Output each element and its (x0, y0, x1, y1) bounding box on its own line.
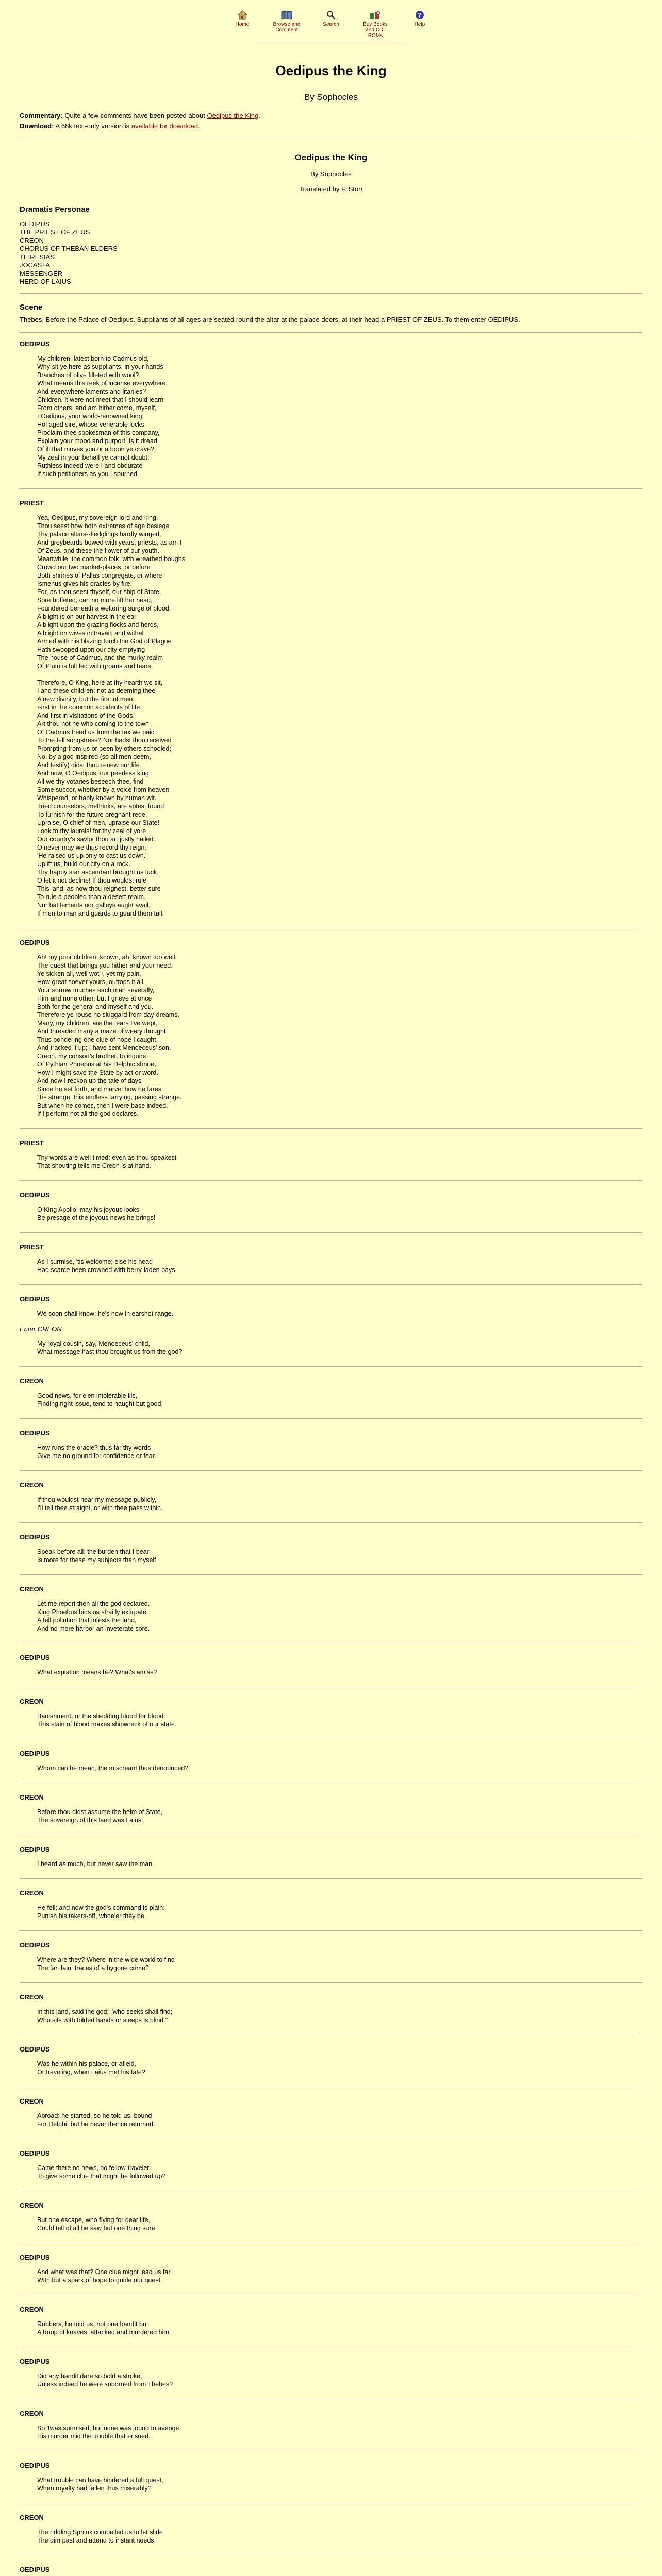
speech-lines (37, 2216, 662, 2232)
verse-line: What message hast thou brought us from the god? (37, 1348, 183, 1355)
speech-lines (37, 2112, 662, 2128)
verse-line: 'He raised us up only to cast us down.' (37, 852, 147, 859)
verse-line: Both for the general and myself and you. (37, 1003, 154, 1010)
verse-line: Of ill that moves you or a boon ye crave? (37, 446, 155, 453)
verse-line: The quest that brings you hither and your need. (37, 962, 173, 969)
speech-lines (37, 2528, 662, 2545)
verse-line: All we thy votaries beseech thee, find (37, 778, 144, 785)
verse-line: Of Cadmus freed us from the tax we paid (37, 728, 155, 736)
commentary-label: Commentary: (20, 112, 63, 120)
speech-lines (37, 2268, 662, 2284)
speaker-name: OEDIPUS (20, 2358, 50, 2365)
verse-line: My children, latest born to Cadmus old, (37, 355, 149, 362)
speech (0, 1889, 662, 1931)
speech (0, 939, 662, 1129)
speaker-name: OEDIPUS (20, 340, 50, 348)
verse-line: Creon, my consort's brother, to inquire (37, 1053, 146, 1060)
persona-item: CREON (20, 236, 44, 244)
speech (0, 2045, 662, 2087)
scene-description: Thebes. Before the Palace of Oedipus. Suppliants of all ages are seated round the altar at the palace doors, at their head a PRIEST OF ZEUS. To them enter OEDIPUS. (20, 316, 520, 324)
verse-line: Thus pondering one clue of hope I caught, (37, 1036, 158, 1043)
speech (0, 1654, 662, 1687)
divider (20, 1878, 642, 1879)
speech-lines (37, 2164, 662, 2180)
commentary-end: . (258, 112, 260, 120)
speaker-name: OEDIPUS (20, 2045, 50, 2053)
speech (0, 2410, 662, 2451)
verse-line: But when he comes, then I were base indeed, (37, 1102, 168, 1109)
verse-line: Yea, Oedipus, my sovereign lord and king, (37, 514, 158, 521)
speech (0, 2462, 662, 2503)
verse-line: When royalty had fallen thus miserably? (37, 2485, 152, 2492)
verse-line: The dim past and attend to instant needs. (37, 2537, 156, 2544)
divider (20, 1284, 642, 1285)
speech-lines (37, 1956, 662, 1972)
speech-lines (37, 1904, 662, 1920)
verse-line: What means this reek of incense everywhere, (37, 380, 168, 387)
verse-line: Sore buffeted, can no more lift her head, (37, 597, 153, 604)
nav-home[interactable] (226, 9, 259, 39)
help-icon (413, 9, 426, 21)
verse-line: King Phoebus bids us straitly extirpate (37, 1608, 146, 1616)
speech-lines (37, 1392, 662, 1408)
verse-line: Whom can he mean, the miscreant thus denounced? (37, 1765, 189, 1772)
verse-line: My royal cousin, say, Menoeceus' child, (37, 1340, 150, 1347)
divider (20, 1982, 642, 1983)
speech-lines (37, 1764, 662, 1772)
play-text (0, 340, 662, 2576)
verse-line: Foundered beneath a weltering surge of blood. (37, 605, 171, 612)
verse-line: Prompting from us or been by others schooled; (37, 745, 171, 752)
verse-line: Abroad; he started, so he told us, bound (37, 2112, 152, 2120)
speaker-name: OEDIPUS (20, 1429, 50, 1437)
speech-lines (37, 1712, 662, 1728)
speaker-name: CREON (20, 1993, 44, 2001)
persona-item: TEIRESIAS (20, 253, 55, 261)
divider (20, 1574, 642, 1575)
verse-line: Where are they? Where in the wide world to find (37, 1956, 175, 1963)
verse-line: Ye sicken all, well wot I, yet my pain, (37, 970, 141, 977)
persona-item: CHORUS OF THEBAN ELDERS (20, 245, 118, 252)
verse-line: Meanwhile, the common folk, with wreathed boughs (37, 555, 185, 563)
verse-line: Nor battlements nor galleys aught avail, (37, 902, 151, 909)
verse-line: Hath swooped upon our city emptying (37, 646, 145, 653)
book-icon (280, 9, 293, 21)
verse-line: Let me report then all the god declared. (37, 1600, 150, 1607)
speech (0, 2097, 662, 2139)
verse-line: I heard as much, but never saw the man. (37, 1860, 154, 1868)
speech (0, 1295, 662, 1333)
speaker-name: OEDIPUS (20, 2149, 50, 2157)
verse-line: Did any bandit dare so bold a stroke, (37, 2372, 142, 2380)
verse-line: Children, it were not meet that I should learn (37, 396, 164, 403)
speech (0, 1191, 662, 1233)
divider (20, 1180, 642, 1181)
verse-line: Banishment, or the shedding blood for blood. (37, 1713, 166, 1720)
nav-browse-label: Browse and Comment (273, 22, 301, 33)
verse-line: And what was that? One clue might lead us far, (37, 2268, 172, 2276)
nav-help-label: Help (414, 22, 425, 27)
speech (0, 2514, 662, 2555)
speech-lines (37, 514, 662, 918)
verse-line: To the fell songstress? Nor hadst thou received (37, 737, 172, 744)
verse-line: A fell pollution that infests the land, (37, 1617, 137, 1624)
speaker-name: CREON (20, 1481, 44, 1489)
download-text: A 68k text-only version is (55, 122, 130, 130)
speech (0, 1377, 662, 1419)
verse-line: Upraise, O chief of men, upraise our State! (37, 819, 159, 826)
speech-lines (37, 1258, 662, 1274)
divider (20, 1470, 642, 1471)
verse-line: Ruthless indeed were I and obdurate (37, 462, 143, 469)
verse-line: 'Tis strange, this endless tarrying, passing strange. (37, 1094, 182, 1101)
verse-line: To give some clue that might be followed up? (37, 2173, 166, 2180)
verse-line: Unless indeed he were suborned from Thebes? (37, 2381, 173, 2388)
verse-line: The sovereign of this land was Laius. (37, 1817, 143, 1824)
nav-buy-label: Buy Books and CD-ROMs (363, 22, 388, 39)
speech (0, 1243, 662, 1285)
verse-line: Before thou didst assume the helm of State, (37, 1808, 163, 1816)
speaker-name: OEDIPUS (20, 1295, 50, 1303)
divider (20, 1366, 642, 1367)
verse-line: And testify) didst thou renew our life. (37, 761, 142, 769)
verse-line: My zeal in your behalf ye cannot doubt; (37, 454, 150, 461)
verse-line: Good news, for e'en intolerable ills, (37, 1392, 138, 1399)
play-title: Oedipus the King (294, 152, 368, 162)
divider (20, 488, 642, 489)
speaker-name: CREON (20, 1793, 44, 1801)
verse-line: Art thou not he who coming to the town (37, 720, 149, 727)
speech-lines (37, 1206, 662, 1222)
verse-line: That shouting tells me Creon is at hand. (37, 1162, 151, 1170)
verse-line: Thy palace altars--fledglings hardly winged, (37, 531, 161, 538)
speech (0, 2253, 662, 2295)
verse-line: Is more for these my subjects than myself. (37, 1556, 158, 1564)
verse-line: Had scarce been crowned with berry-laden bays. (37, 1266, 177, 1274)
home-icon (236, 9, 249, 21)
verse-line: Tried counselors, methinks, are aptest found (37, 803, 164, 810)
speech (0, 1429, 662, 1471)
divider (20, 1232, 642, 1233)
nav-search-label: Search (323, 22, 339, 27)
verse-line: To rule a peopled than a desert realm. (37, 893, 146, 901)
nav-home-label: Home (235, 22, 250, 27)
verse-line: He fell; and now the god's command is plain: (37, 1904, 165, 1911)
speech (0, 1845, 662, 1879)
verse-line: We soon shall know; he's now in earshot range. (37, 1310, 174, 1317)
verse-line: O let it not decline! If thou wouldst rule (37, 877, 146, 884)
verse-line: His murder mid the trouble that ensued. (37, 2433, 151, 2440)
persona-item: THE PRIEST OF ZEUS (20, 228, 90, 236)
verse-line: But one escape, who flying for dear life, (37, 2216, 150, 2224)
download-end: . (198, 122, 200, 130)
speaker-name: OEDIPUS (20, 1845, 50, 1853)
verse-line: As I surmise, 'tis welcome; else his head (37, 1258, 153, 1265)
verse-line: Was he within his palace, or afield, (37, 2060, 136, 2067)
verse-line: Of Pythian Phoebus at his Delphic shrine, (37, 1061, 156, 1068)
verse-line: And now, O Oedipus, our peerless king, (37, 770, 151, 777)
verse-line: And greybeards bowed with years, priests, as am I (37, 539, 181, 546)
verse-line: In this land, said the god; "who seeks shall find; (37, 2008, 173, 2015)
verse-line: Some succor, whether by a voice from heaven (37, 786, 170, 793)
speaker-name: CREON (20, 2410, 44, 2417)
speaker-name: CREON (20, 2306, 44, 2313)
verse-line: And tracked it up; I have sent Menoeceus' son, (37, 1044, 171, 1052)
stage-direction: Enter CREON (20, 1325, 62, 1333)
verse-line: Our country's savior thou art justly hailed: (37, 836, 155, 843)
play-author: By Sophocles (310, 170, 352, 178)
commentary-link[interactable]: Oedipus the King (207, 112, 259, 120)
verse-line: To furnish for the future pregnant rede. (37, 811, 147, 818)
verse-line: Could tell of all he saw but one thing sure. (37, 2225, 157, 2232)
speech-lines (37, 1340, 662, 1356)
nav-search[interactable] (315, 9, 347, 39)
verse-line: Came there no news, no fellow-traveler (37, 2164, 150, 2172)
speech (0, 1698, 662, 1739)
verse-line: From others, and am hither come, myself, (37, 404, 157, 412)
verse-line: Ho! aged sire, whose venerable locks (37, 421, 144, 428)
verse-line: Many, my children, are the tears I've wept, (37, 1020, 158, 1027)
speaker-name: OEDIPUS (20, 1191, 50, 1199)
speaker-name: OEDIPUS (20, 1533, 50, 1541)
speech-lines (37, 2424, 662, 2441)
speech (0, 1533, 662, 1575)
page-author: By Sophocles (304, 92, 358, 102)
page-title: Oedipus the King (275, 63, 387, 78)
speaker-name: CREON (20, 1377, 44, 1385)
verse-line: Uplift us, build our city on a rock. (37, 860, 130, 868)
verse-line: Whispered, or haply known by human wit. (37, 794, 157, 802)
speech (0, 499, 662, 928)
verse-line: The far, faint traces of a bygone crime? (37, 1964, 149, 1972)
verse-line: Thou seest how both extremes of age besiege (37, 522, 170, 530)
nav-help[interactable] (403, 9, 436, 39)
speech (0, 1585, 662, 1643)
speech-lines (37, 1154, 662, 1170)
verse-line: O King Apollo! may his joyous looks (37, 1206, 140, 1213)
verse-line: Your sorrow touches each man severally, (37, 987, 155, 994)
speech-lines (37, 2372, 662, 2388)
verse-line: Speak before all; the burden that I bear (37, 1548, 149, 1555)
divider (20, 293, 642, 294)
verse-line: For, as thou seest thyself, our ship of State, (37, 588, 161, 596)
speech-lines (37, 1808, 662, 1824)
speech (0, 1793, 662, 1835)
nav-buy[interactable] (359, 9, 392, 39)
speech-lines (37, 2008, 662, 2024)
commentary-line (20, 111, 662, 131)
translator: Translated by F. Storr (299, 185, 363, 193)
speech (0, 2201, 662, 2243)
speech (0, 2306, 662, 2347)
verse-line: How runs the oracle? thus far thy words (37, 1444, 151, 1451)
speaker-name: CREON (20, 1698, 44, 1705)
verse-line: If thou wouldst hear my message publicly, (37, 1496, 157, 1503)
verse-line: Finding right issue, tend to naught but good. (37, 1400, 163, 1408)
persona-item: MESSENGER (20, 269, 63, 277)
verse-line: Therefore, O King, here at thy hearth we sit, (37, 679, 163, 686)
svg-text:?: ? (418, 11, 422, 19)
speech-lines (37, 354, 662, 478)
dramatis-personae-heading: Dramatis Personae (20, 205, 90, 214)
divider (20, 1930, 642, 1931)
commentary-text: Quite a few comments have been posted about (64, 112, 205, 120)
speaker-name: OEDIPUS (20, 1941, 50, 1949)
verse-line: What trouble can have hindered a full quest, (37, 2477, 163, 2484)
speech-lines (37, 1548, 662, 1564)
verse-line: Be presage of the joyous news he brings! (37, 1214, 156, 1222)
speaker-name: OEDIPUS (20, 2462, 50, 2469)
verse-line: This land, as now thou reignest, better sure (37, 885, 161, 892)
speech-lines (37, 1860, 662, 1868)
verse-line: A blight upon the grazing flocks and herds, (37, 621, 159, 629)
verse-line: Who sits with folded hands or sleeps is blind." (37, 2016, 168, 2024)
speaker-name: CREON (20, 1585, 44, 1593)
verse-line: How great soever yours, outtops it all. (37, 978, 145, 986)
verse-line: And now I reckon up the tale of days (37, 1077, 142, 1084)
verse-line: Punish his takers-off, whoe'er they be. (37, 1912, 146, 1920)
speaker-name: CREON (20, 2097, 44, 2105)
speaker-name: OEDIPUS (20, 1750, 50, 1757)
speech-lines (37, 1496, 662, 1512)
verse-line: Robbers, he told us, not one bandit but (37, 2320, 148, 2328)
speech-lines (37, 2320, 662, 2336)
verse-line: So 'twas surmised, but none was found to avenge (37, 2425, 179, 2432)
speech-lines (37, 1310, 662, 1318)
speech (0, 340, 662, 489)
verse-line: If such petitioners as you I spurned. (37, 470, 139, 478)
download-label: Download: (20, 122, 54, 130)
verse-line: Both shrines of Pallas congregate, or where (37, 572, 162, 579)
persona-item: OEDIPUS (20, 220, 50, 228)
speaker-name: OEDIPUS (20, 2566, 50, 2573)
verse-line: And first in visitations of the Gods. (37, 712, 135, 719)
speaker-name: OEDIPUS (20, 2253, 50, 2261)
verse-line: With but a spark of hope to guide our quest. (37, 2277, 162, 2284)
verse-line: Why sit ye here as suppliants, in your hands (37, 363, 163, 370)
cart-icon (369, 9, 382, 21)
verse-line: Therefore ye rouse no sluggard from day-dreams. (37, 1011, 179, 1019)
verse-line: Branches of olive filleted with wool? (37, 371, 139, 379)
verse-line: And threaded many a maze of weary thought. (37, 1028, 168, 1035)
speech-lines (37, 1600, 662, 1633)
verse-line: What expiation means he? What's amiss? (37, 1669, 157, 1676)
verse-line: A blight on wives in travail; and withal (37, 630, 144, 637)
speech-lines (37, 2060, 662, 2076)
speaker-name: PRIEST (20, 499, 44, 507)
verse-line: Thy happy star ascendant brought us luck, (37, 869, 159, 876)
verse-line (37, 670, 662, 679)
verse-line: The riddling Sphinx compelled us to let slide (37, 2529, 163, 2536)
speaker-name: CREON (20, 2201, 44, 2209)
verse-line: Look to thy laurels! for thy zeal of yore (37, 827, 146, 835)
verse-line: Him and none other, but I grieve at once (37, 995, 152, 1002)
speech (0, 2149, 662, 2191)
speaker-name: CREON (20, 1889, 44, 1897)
verse-line: And everywhere laments and litanies? (37, 388, 146, 395)
speaker-name: OEDIPUS (20, 939, 50, 946)
verse-line: If men to man and guards to guard them tail. (37, 910, 164, 917)
verse-line: First in the common accidents of life, (37, 704, 142, 711)
verse-line: Armed with his blazing torch the God of Plague (37, 638, 172, 645)
verse-line: A new divinity, but the first of men; (37, 696, 135, 703)
speaker-name: CREON (20, 2514, 44, 2521)
speech (0, 1993, 662, 2035)
download-link[interactable]: available for download (131, 122, 198, 130)
speaker-name: PRIEST (20, 1243, 44, 1251)
divider (20, 332, 642, 333)
speaker-name: PRIEST (20, 1139, 44, 1147)
verse-line: Of Zeus, and these the flower of our youth. (37, 547, 159, 554)
verse-line: Ah! my poor children, known, ah, known too well, (37, 954, 177, 961)
speech-lines (37, 1444, 662, 1460)
verse-line: I Oedipus, your world-renowned king. (37, 413, 144, 420)
speech-lines (37, 953, 662, 1118)
divider (20, 1418, 642, 1419)
nav-browse[interactable] (270, 9, 303, 39)
verse-line: If I perform not all the god declares. (37, 1110, 139, 1117)
verse-line: A blight is on our harvest in the ear, (37, 613, 138, 620)
verse-line: A troop of knaves, attacked and murdered him. (37, 2329, 171, 2336)
persona-item: JOCASTA (20, 261, 50, 269)
verse-line: Crowd our two market-places, or before (37, 564, 151, 571)
verse-line: For Delphi, but he never thence returned. (37, 2121, 155, 2128)
speech (0, 2566, 662, 2576)
verse-line: Give me no ground for confidence or fear. (37, 1452, 156, 1460)
divider (20, 1128, 642, 1129)
verse-line: I and these children; not as deeming thee (37, 687, 156, 694)
verse-line: How I might save the State by act or word. (37, 1069, 158, 1076)
verse-line: The house of Cadmus, and the murky realm (37, 654, 163, 662)
verse-line: This stain of blood makes shipwreck of our state. (37, 1721, 177, 1728)
verse-line: Since he set forth, and marvel how he fares. (37, 1086, 163, 1093)
verse-line: And no more harbor an inveterate sore. (37, 1625, 150, 1632)
dramatis-personae-list (20, 220, 662, 286)
speech (0, 1481, 662, 1523)
verse-line: Or traveling, when Laius met his fate? (37, 2069, 145, 2076)
verse-line: Of Pluto is full fed with groans and tears. (37, 663, 153, 670)
speech-lines (37, 2476, 662, 2493)
verse-line: Proclaim thee spokesman of this company, (37, 429, 160, 436)
speech (0, 1941, 662, 1983)
speech (0, 1139, 662, 1181)
scene-heading: Scene (20, 303, 43, 312)
persona-item: HERD OF LAIUS (20, 278, 71, 285)
search-icon (324, 9, 338, 21)
verse-line: Ismenus gives his oracles by fire. (37, 580, 133, 587)
speech (0, 1340, 662, 1367)
top-navigation (0, 0, 662, 39)
speech (0, 2358, 662, 2399)
verse-line: O never may we thus record thy reign:-- (37, 844, 151, 851)
speaker-name: OEDIPUS (20, 1654, 50, 1662)
verse-line: No, by a god inspired (so all men deem, (37, 753, 151, 760)
verse-line: I'll tell thee straight, or with thee pass within. (37, 1504, 163, 1512)
divider (20, 1522, 642, 1523)
speech-lines (37, 1668, 662, 1676)
verse-line: Thy words are well timed; even as thou speakest (37, 1154, 177, 1161)
verse-line: Explain your mood and purport. Is it dread (37, 437, 157, 445)
speech (0, 1750, 662, 1783)
